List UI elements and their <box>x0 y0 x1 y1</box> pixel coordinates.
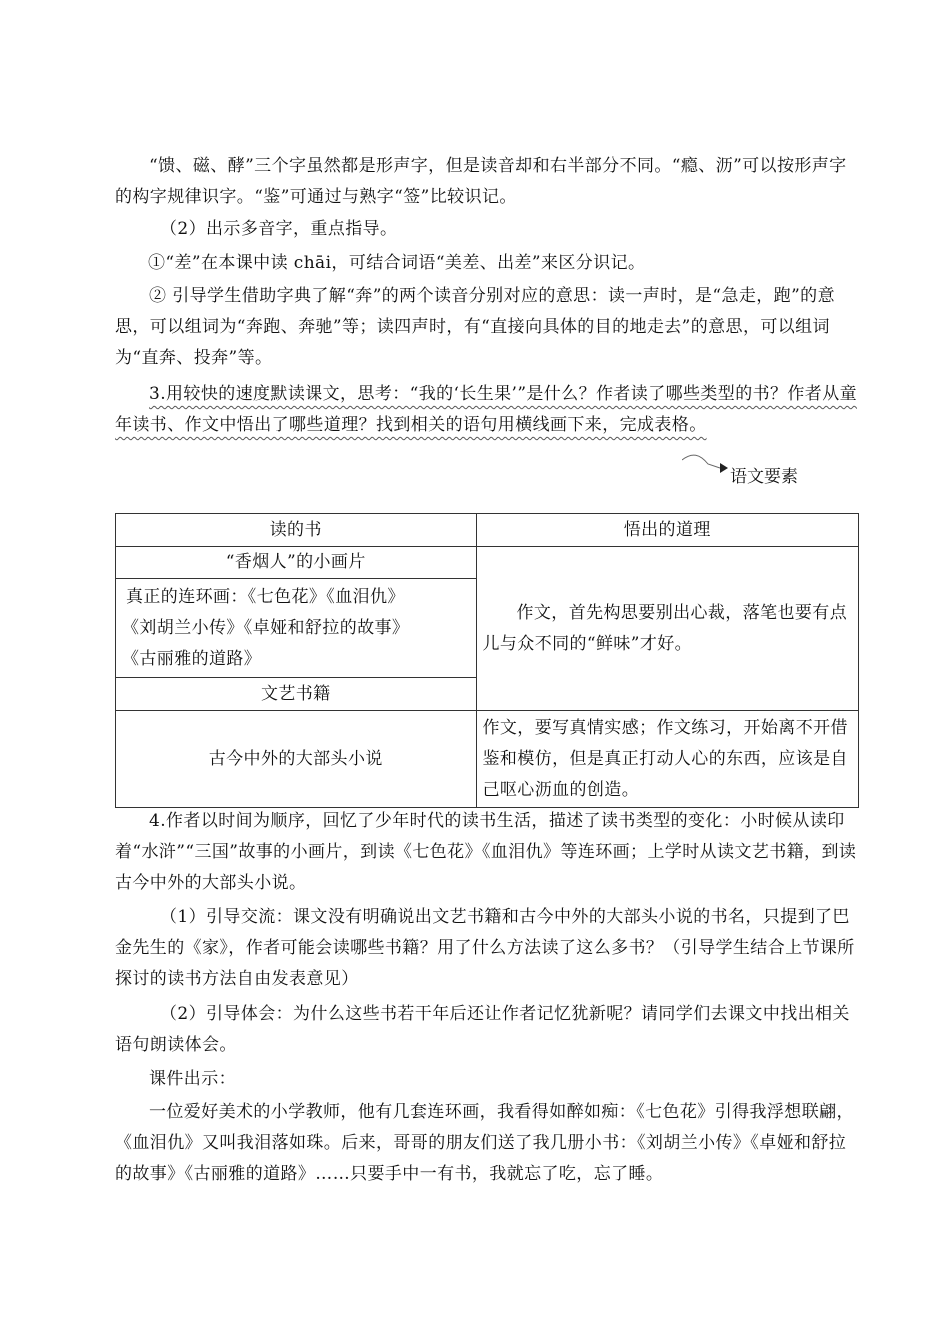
margin-note-label: 语文要素 <box>730 467 798 487</box>
paragraph-ben-pronunciation: ② 引导学生借助字典了解“奔”的两个读音分别对应的意思：读一声时，是“急走，跑”的意思，可以组词为“奔跑、奔驰”等；读四声时，有“直接向具体的目的地走去”的意思，可以组词为“直奔、投奔”等。 <box>115 286 835 368</box>
paragraph-char-recognition: “馈、磁、酵”三个字虽然都是形声字，但是读音却和右半部分不同。“瘾、沥”可以按形声字的构字规律识字。“鉴”可通过与熟字“签”比较识记。 <box>115 156 847 207</box>
paragraph-guide-discussion: （1）引导交流：课文没有明确说出文艺书籍和古今中外的大部头小说的书名，只提到了巴金先生的《家》，作者可能会读哪些书籍？用了什么方法读了这么多书？（引导学生结合上节课所探讨的读书方法自由发表意见） <box>115 907 855 989</box>
reading-table <box>115 513 859 808</box>
paragraph-task-4: 4.作者以时间为顺序，回忆了少年时代的读书生活，描述了读书类型的变化：小时候从读印着“水浒”“三国”故事的小画片，到读《七色花》《血泪仇》等连环画；上学时从读文艺书籍，到读古今中外的大部头小说。 <box>115 811 857 893</box>
table-cell-line: 《刘胡兰小传》《卓娅和舒拉的故事》 <box>122 617 410 638</box>
table-header-lessons: 悟出的道理 <box>476 514 859 547</box>
margin-annotation <box>682 452 882 488</box>
paragraph-courseware-label: 课件出示： <box>149 1069 236 1089</box>
table-cell-line: 真正的连环画：《七色花》《血泪仇》 <box>126 586 405 607</box>
table-cell-line: 《古丽雅的道路》 <box>122 648 262 669</box>
table-cell-books-row2 <box>116 579 477 678</box>
table-cell-books-row3: 文艺书籍 <box>116 678 477 711</box>
table-cell-lesson-row4: 作文，要写真情实感；作文练习，开始离不开借鉴和模仿，但是真正打动人心的东西，应该是自己呕心沥血的创造。 <box>476 711 859 808</box>
table-cell-books-row1: “香烟人”的小画片 <box>116 547 477 579</box>
table-cell-lesson-merged: 作文，首先构思要别出心裁，落笔也要有点儿与众不同的“鲜味”才好。 <box>476 547 859 711</box>
paragraph-cha-pronunciation: ①“差”在本课中读 chāi，可结合词语“美差、出差”来区分识记。 <box>148 253 646 273</box>
table-header-books: 读的书 <box>116 514 477 547</box>
arrow-pointer-icon <box>682 452 732 488</box>
table-cell-books-row4: 古今中外的大部头小说 <box>116 711 477 808</box>
paragraph-quote: 一位爱好美术的小学教师，他有几套连环画，我看得如醉如痴：《七色花》引得我浮想联翩，《血泪仇》又叫我泪落如珠。后来，哥哥的朋友们送了我几册小书：《刘胡兰小传》《卓娅和舒拉的故事》《古丽雅的道路》……只要手中一有书，我就忘了吃，忘了睡。 <box>115 1102 854 1184</box>
paragraph-guide-experience: （2）引导体会：为什么这些书若干年后还让作者记忆犹新呢？请同学们去课文中找出相关语句朗读体会。 <box>115 1004 850 1055</box>
paragraph-polyphone-heading: （2）出示多音字，重点指导。 <box>160 219 398 239</box>
wavy-underlined-task: 3.用较快的速度默读课文，思考：“我的‘长生果’”是什么？作者读了哪些类型的书？作者从童年读书、作文中悟出了哪些道理？找到相关的语句用横线画下来，完成表格。 <box>115 384 858 435</box>
paragraph-task-3 <box>115 379 860 441</box>
